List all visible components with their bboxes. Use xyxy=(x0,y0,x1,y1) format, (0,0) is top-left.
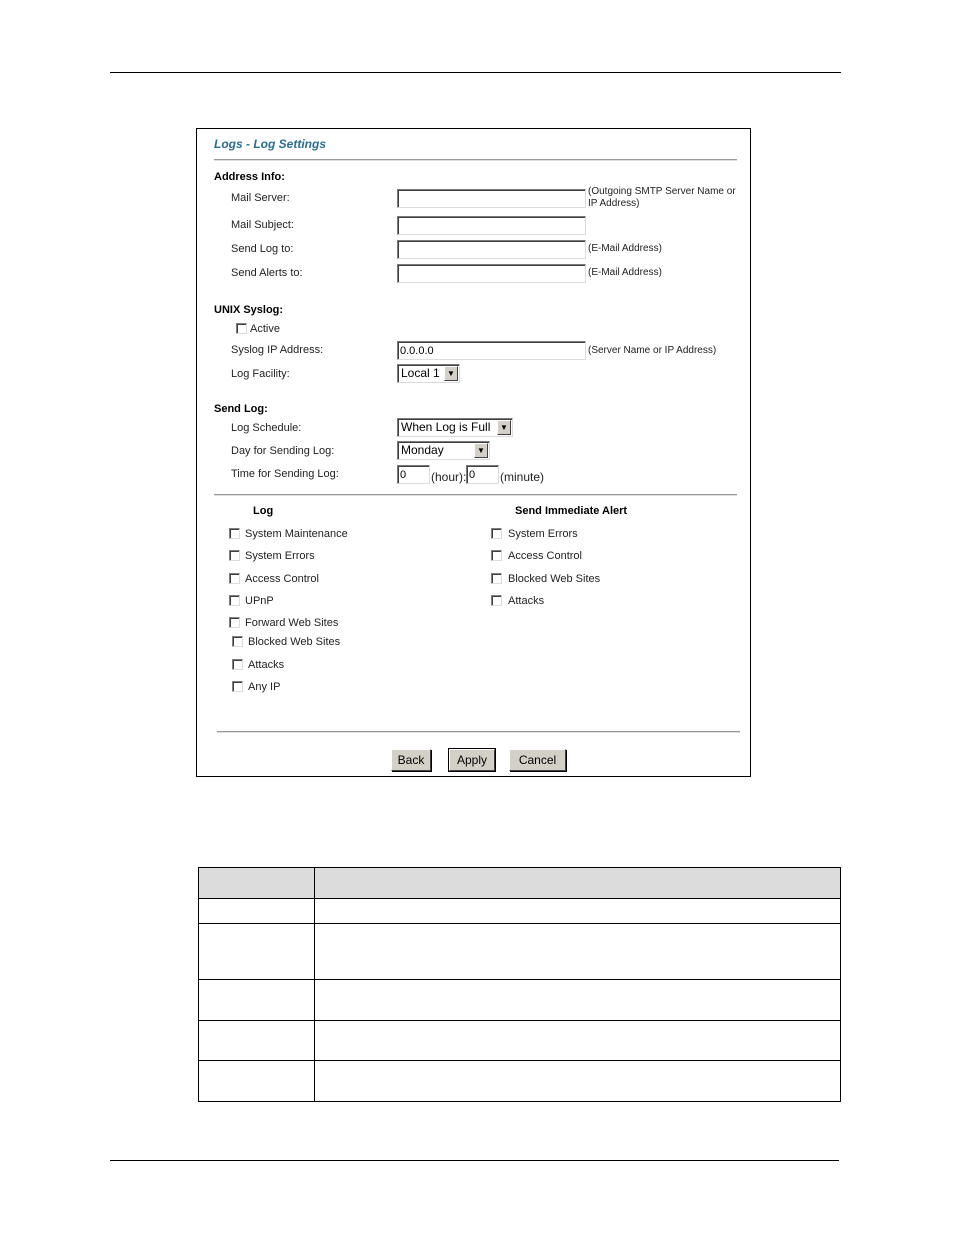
table-row xyxy=(199,1061,841,1102)
log-item-label: Attacks xyxy=(248,659,285,671)
log-any-ip-checkbox[interactable] xyxy=(232,681,243,692)
log-facility-value: Local 1 xyxy=(401,366,440,380)
syslog-active-checkbox[interactable] xyxy=(236,323,247,334)
log-schedule-label: Log Schedule: xyxy=(231,422,302,434)
alert-item-label: Attacks xyxy=(508,595,545,607)
table-cell xyxy=(315,980,841,1021)
alert-column-heading: Send Immediate Alert xyxy=(515,505,628,517)
log-attacks-checkbox[interactable] xyxy=(232,659,243,670)
header-rule xyxy=(110,72,841,73)
log-item-label: System Maintenance xyxy=(245,528,348,540)
alert-attacks-checkbox[interactable] xyxy=(491,595,502,606)
log-item-label: Blocked Web Sites xyxy=(248,636,341,648)
log-schedule-value: When Log is Full xyxy=(401,420,491,434)
address-info-heading: Address Info: xyxy=(214,171,285,183)
send-log-to-input[interactable] xyxy=(397,240,586,259)
table-cell xyxy=(315,1021,841,1061)
log-schedule-select[interactable] xyxy=(397,418,513,437)
log-settings-panel xyxy=(196,128,751,777)
alert-item-label: System Errors xyxy=(508,528,578,540)
table-cell xyxy=(199,1061,315,1102)
table-cell xyxy=(199,924,315,980)
syslog-ip-hint: (Server Name or IP Address) xyxy=(588,345,717,356)
log-blocked-web-sites-checkbox[interactable] xyxy=(232,636,243,647)
title-divider xyxy=(214,159,737,161)
hour-unit: (hour): xyxy=(431,470,467,484)
table-row xyxy=(199,899,841,924)
minute-input[interactable] xyxy=(466,465,499,484)
log-item-label: Forward Web Sites xyxy=(245,617,339,629)
log-forward-web-sites-checkbox[interactable] xyxy=(229,617,240,628)
page-title: Logs - Log Settings xyxy=(214,137,326,151)
back-button[interactable]: Back xyxy=(391,749,431,771)
table-cell xyxy=(315,1061,841,1102)
day-sending-log-label: Day for Sending Log: xyxy=(231,445,335,457)
log-upnp-checkbox[interactable] xyxy=(229,595,240,606)
syslog-active-label: Active xyxy=(250,323,280,335)
table-cell xyxy=(315,924,841,980)
log-access-control-checkbox[interactable] xyxy=(229,573,240,584)
day-sending-log-value: Monday xyxy=(401,443,444,457)
mail-subject-label: Mail Subject: xyxy=(231,219,294,231)
day-sending-log-select[interactable] xyxy=(397,441,490,460)
send-log-heading: Send Log: xyxy=(214,403,268,415)
footer-rule xyxy=(110,1160,839,1161)
log-system-errors-checkbox[interactable] xyxy=(229,550,240,561)
hour-input[interactable] xyxy=(397,465,430,484)
table-row xyxy=(199,924,841,980)
table-cell xyxy=(199,899,315,924)
table-row xyxy=(199,980,841,1021)
mail-server-hint: (Outgoing SMTP Server Name or IP Address) xyxy=(588,186,736,209)
chevron-down-icon: ▼ xyxy=(444,366,458,381)
unix-syslog-heading: UNIX Syslog: xyxy=(214,304,284,316)
section-divider xyxy=(214,494,737,496)
log-item-label: Access Control xyxy=(245,573,319,585)
mail-server-input[interactable] xyxy=(397,189,586,208)
log-system-maintenance-checkbox[interactable] xyxy=(229,528,240,539)
alert-system-errors-checkbox[interactable] xyxy=(491,528,502,539)
description-table xyxy=(198,867,841,1102)
syslog-ip-label: Syslog IP Address: xyxy=(231,344,324,356)
table-cell xyxy=(199,980,315,1021)
log-item-label: UPnP xyxy=(245,595,274,607)
send-alerts-to-hint: (E-Mail Address) xyxy=(588,267,662,278)
log-column-heading: Log xyxy=(253,505,274,517)
send-log-to-hint: (E-Mail Address) xyxy=(588,243,662,254)
log-item-label: System Errors xyxy=(245,550,315,562)
alert-blocked-web-sites-checkbox[interactable] xyxy=(491,573,502,584)
cancel-button[interactable]: Cancel xyxy=(509,749,566,771)
bottom-divider xyxy=(217,731,740,733)
syslog-ip-input[interactable] xyxy=(397,341,586,360)
table-cell xyxy=(199,1021,315,1061)
chevron-down-icon: ▼ xyxy=(474,443,488,458)
send-alerts-to-label: Send Alerts to: xyxy=(231,267,303,279)
log-item-label: Any IP xyxy=(248,681,281,693)
mail-server-label: Mail Server: xyxy=(231,192,290,204)
minute-unit: (minute) xyxy=(500,470,545,484)
table-header-row xyxy=(199,868,841,899)
alert-item-label: Access Control xyxy=(508,550,582,562)
table-header-cell xyxy=(315,868,841,899)
table-header-cell xyxy=(199,868,315,899)
mail-subject-input[interactable] xyxy=(397,216,586,235)
time-sending-log-label: Time for Sending Log: xyxy=(231,468,339,480)
table-cell xyxy=(315,899,841,924)
log-facility-label: Log Facility: xyxy=(231,368,290,380)
log-facility-select[interactable] xyxy=(397,364,460,383)
alert-access-control-checkbox[interactable] xyxy=(491,550,502,561)
alert-item-label: Blocked Web Sites xyxy=(508,573,601,585)
send-alerts-to-input[interactable] xyxy=(397,264,586,283)
table-row xyxy=(199,1021,841,1061)
chevron-down-icon: ▼ xyxy=(497,420,511,435)
apply-button[interactable]: Apply xyxy=(449,749,495,771)
send-log-to-label: Send Log to: xyxy=(231,243,294,255)
